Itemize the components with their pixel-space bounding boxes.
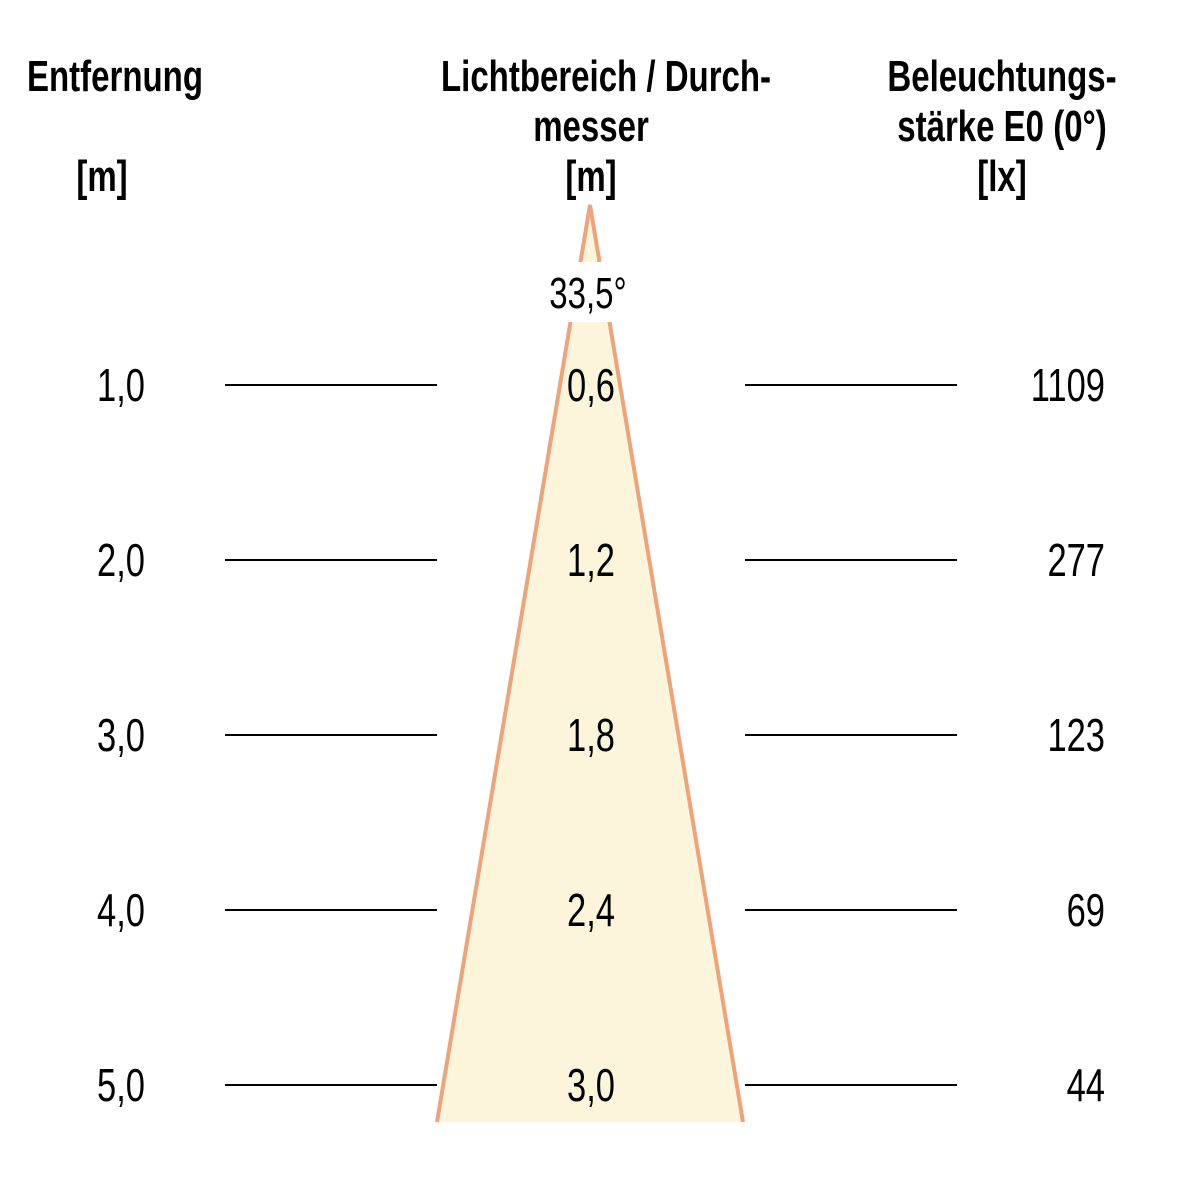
header-illuminance-unit: [lx] <box>977 152 1027 201</box>
row-line-right <box>745 909 957 911</box>
row-line-left <box>225 559 437 561</box>
header-distance-unit: [m] <box>76 152 128 201</box>
row-line-right <box>745 559 957 561</box>
beam-diameter-value: 1,8 <box>567 709 615 761</box>
light-cone-fill <box>437 205 743 1122</box>
distance-value: 3,0 <box>97 709 145 761</box>
row-line-left <box>225 734 437 736</box>
row-line-right <box>745 384 957 386</box>
illuminance-value: 277 <box>1047 534 1105 586</box>
column-header-illuminance <box>802 52 1182 202</box>
illuminance-value: 123 <box>1047 709 1105 761</box>
distance-value: 1,0 <box>97 359 145 411</box>
column-header-beam-diameter <box>391 52 791 202</box>
distance-value: 5,0 <box>97 1059 145 1111</box>
row-line-left <box>225 384 437 386</box>
illuminance-value: 69 <box>1066 884 1105 936</box>
beam-diameter-value: 2,4 <box>567 884 615 936</box>
illuminance-value: 44 <box>1066 1059 1105 1111</box>
beam-diameter-value: 1,2 <box>567 534 615 586</box>
header-illuminance-title-line1: Beleuchtungs- <box>887 52 1117 101</box>
header-distance-spacer <box>27 102 177 152</box>
distance-value: 4,0 <box>97 884 145 936</box>
header-distance-title: Entfernung <box>27 52 203 101</box>
row-line-right <box>745 734 957 736</box>
header-beam-diameter-title-line1: Lichtbereich / Durch- <box>441 52 772 101</box>
row-line-left <box>225 1084 437 1086</box>
beam-diameter-value: 3,0 <box>567 1059 615 1111</box>
distance-value: 2,0 <box>97 534 145 586</box>
header-illuminance-title-line2: stärke E0 (0°) <box>897 102 1107 151</box>
illuminance-value: 1109 <box>1030 359 1105 411</box>
header-beam-diameter-unit: [m] <box>565 152 617 201</box>
row-line-right <box>745 1084 957 1086</box>
column-header-distance <box>2 52 202 202</box>
beam-angle-label: 33,5° <box>549 269 627 318</box>
header-beam-diameter-title-line2: messer <box>533 102 649 151</box>
row-line-left <box>225 909 437 911</box>
beam-diameter-value: 0,6 <box>567 359 615 411</box>
